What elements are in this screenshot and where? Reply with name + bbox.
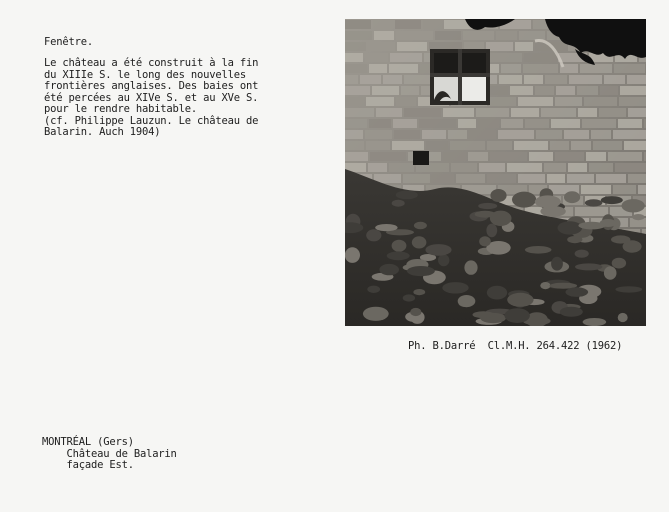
ashlar-block [432, 174, 454, 183]
ashlar-block [547, 174, 565, 183]
ashlar-block [366, 141, 390, 150]
ashlar-block [365, 130, 392, 139]
rubble-stone [392, 200, 405, 207]
ashlar-block [393, 119, 417, 128]
rubble-stone [425, 244, 451, 256]
small-wall-opening [413, 151, 429, 165]
ashlar-block [596, 174, 626, 183]
rubble-stone [464, 260, 477, 274]
ashlar-block [524, 53, 556, 62]
ashlar-block [507, 163, 542, 172]
ashlar-block [394, 130, 420, 139]
rubble-stone [379, 264, 399, 275]
ashlar-block [525, 119, 549, 128]
ashlar-block [545, 75, 567, 84]
ashlar-block [404, 75, 432, 84]
rubble-stone [622, 199, 645, 212]
rubble-stone [578, 222, 605, 230]
rubble-stone [525, 246, 552, 254]
rubble-stone [604, 266, 617, 280]
ashlar-block [426, 141, 448, 150]
rubble-stone [615, 286, 642, 292]
ashlar-block [366, 97, 394, 106]
ashlar-block [541, 108, 576, 117]
ashlar-block [435, 31, 461, 40]
ashlar-block [423, 20, 442, 29]
ashlar-block [489, 97, 516, 106]
ashlar-block [490, 152, 527, 161]
rubble-stone [367, 286, 380, 293]
ashlar-block [383, 75, 402, 84]
ashlar-block [456, 174, 485, 183]
ashlar-block [403, 174, 430, 183]
ashlar-block [469, 130, 496, 139]
ashlar-block [514, 141, 548, 150]
ashlar-block [369, 119, 391, 128]
ashlar-block [496, 31, 517, 40]
ashlar-block [345, 86, 370, 95]
ashlar-block [368, 42, 395, 51]
rubble-stone [458, 295, 476, 307]
ashlar-block [564, 130, 589, 139]
rubble-stone [575, 250, 589, 258]
ashlar-block [368, 163, 387, 172]
ashlar-block [556, 86, 575, 95]
rubble-stone [612, 258, 626, 269]
card-description: Le château a été construit à la fin du XIIIe S. le long des nouvelles frontières anglaises. Des baies ont été percées au XIVe S. et au XVe S. pour le rendre habitable. (cf. Philippe Lauzun. Le château de Balarin. Auch 1904) [44, 57, 259, 138]
rubble-stone [407, 266, 435, 276]
ashlar-block [618, 119, 642, 128]
ashlar-block [345, 130, 363, 139]
ashlar-block [468, 152, 488, 161]
rubble-stone [560, 307, 583, 317]
ashlar-block [345, 53, 363, 62]
rubble-stone [396, 191, 418, 200]
ashlar-block [499, 75, 522, 84]
ashlar-block [584, 97, 617, 106]
rubble-stone [540, 282, 550, 289]
rubble-stone [387, 251, 410, 260]
location-caption: MONTRÉAL (Gers) Château de Balarin façade Est. [42, 436, 177, 471]
ashlar-block [450, 141, 485, 150]
ashlar-block [519, 31, 545, 40]
ashlar-block [345, 20, 371, 29]
ashlar-block [568, 163, 587, 172]
ashlar-block [551, 119, 580, 128]
ashlar-block [619, 97, 646, 106]
ashlar-block [443, 152, 466, 161]
ashlar-block [395, 20, 421, 29]
ashlar-block [448, 130, 467, 139]
ashlar-block [624, 141, 646, 150]
ashlar-block [550, 141, 569, 150]
rubble-stone [345, 247, 360, 263]
rubble-stone [392, 240, 407, 252]
ashlar-block [458, 119, 476, 128]
rubble-stone [512, 192, 536, 208]
ashlar-block [451, 163, 477, 172]
ashlar-block [593, 141, 622, 150]
ashlar-block [396, 97, 416, 106]
ashlar-block [544, 163, 566, 172]
rubble-stone [611, 235, 630, 243]
ashlar-block [523, 64, 558, 73]
rubble-stone [564, 191, 580, 203]
ashlar-block [404, 108, 441, 117]
ashlar-block [369, 64, 387, 73]
rubble-stone [375, 224, 397, 231]
ashlar-block [365, 53, 388, 62]
rubble-stone [366, 229, 381, 241]
ashlar-block [360, 75, 381, 84]
ashlar-block [487, 174, 516, 183]
ashlar-block [392, 141, 424, 150]
ashlar-block [345, 64, 367, 73]
ashlar-block [518, 97, 553, 106]
rubble-stone [601, 196, 623, 204]
ashlar-block [390, 53, 422, 62]
ashlar-block [396, 31, 433, 40]
rubble-stone [618, 313, 628, 322]
rubble-stone [410, 308, 421, 316]
ashlar-block [555, 152, 584, 161]
ashlar-block [476, 108, 509, 117]
rubble-stone [473, 311, 495, 318]
ashlar-block [422, 130, 446, 139]
ashlar-block [581, 185, 611, 194]
ashlar-block [529, 152, 553, 161]
ashlar-block [524, 75, 543, 84]
ashlar-block [401, 86, 419, 95]
ashlar-block [586, 152, 606, 161]
ashlar-block [419, 119, 456, 128]
ashlar-block [578, 108, 597, 117]
ashlar-block [614, 64, 645, 73]
ashlar-block [591, 130, 611, 139]
ashlar-block [600, 86, 618, 95]
ashlar-block [620, 86, 646, 95]
ashlar-block [589, 163, 613, 172]
rubble-stone [487, 286, 507, 300]
ashlar-block [535, 86, 554, 95]
ashlar-block [518, 174, 545, 183]
ashlar-block [638, 185, 646, 194]
ashlar-block [376, 108, 402, 117]
ashlar-block [479, 163, 505, 172]
rubble-stone [475, 211, 496, 218]
rubble-stone [479, 236, 491, 246]
ashlar-block [345, 75, 358, 84]
window-icon [430, 49, 490, 105]
ashlar-block [628, 108, 646, 117]
ashlar-block [608, 152, 642, 161]
ashlar-block [615, 163, 646, 172]
ashlar-block [501, 119, 523, 128]
ashlar-block [478, 119, 499, 128]
ashlar-block [345, 119, 367, 128]
ashlar-block [345, 141, 364, 150]
ashlar-block [372, 86, 399, 95]
rubble-stone [567, 236, 582, 243]
ashlar-block [374, 31, 394, 40]
ashlar-block [569, 75, 602, 84]
ashlar-block [582, 119, 616, 128]
rubble-stone [403, 294, 415, 301]
rubble-stone [438, 254, 449, 266]
ashlar-block [397, 42, 427, 51]
rubble-stone [413, 289, 425, 295]
ashlar-block [571, 141, 591, 150]
rubble-stone [583, 318, 607, 326]
photo-credit: Ph. B.Darré Cl.M.H. 264.422 (1962) [408, 340, 623, 352]
ashlar-block [515, 42, 533, 51]
ashlar-block [644, 152, 646, 161]
rubble-stone [632, 214, 644, 220]
ashlar-block [644, 119, 646, 128]
ashlar-block [389, 163, 414, 172]
ashlar-block [345, 31, 372, 40]
rubble-stone [490, 189, 506, 202]
ashlar-block [613, 185, 636, 194]
rubble-stone [585, 199, 603, 206]
ashlar-block [575, 207, 608, 216]
rubble-stone [551, 257, 563, 271]
rubble-stone [363, 307, 389, 321]
rubble-stone [442, 282, 468, 293]
ashlar-block [373, 20, 393, 29]
ashlar-block [604, 75, 625, 84]
ashlar-block [599, 108, 626, 117]
rubble-stone [575, 263, 602, 270]
ashlar-block [627, 75, 646, 84]
ashlar-block [555, 97, 582, 106]
rubble-stone [558, 221, 583, 234]
rubble-stone [507, 293, 533, 307]
archival-photograph [345, 19, 646, 326]
rubble-stone [505, 308, 530, 323]
ashlar-block [510, 86, 533, 95]
ashlar-block [613, 130, 646, 139]
ashlar-block [577, 86, 598, 95]
ashlar-block [345, 108, 374, 117]
rubble-stone [414, 222, 427, 229]
ashlar-block [370, 152, 406, 161]
ashlar-block [345, 42, 366, 51]
rubble-stone [478, 203, 497, 209]
ashlar-block [511, 108, 539, 117]
rubble-stone [535, 195, 561, 208]
ashlar-block [443, 108, 474, 117]
ashlar-block [628, 174, 646, 183]
ashlar-block [345, 97, 364, 106]
ashlar-block [536, 130, 562, 139]
ashlar-block [389, 64, 418, 73]
ashlar-block [498, 130, 534, 139]
rubble-stone [566, 287, 589, 297]
rubble-stone [412, 236, 427, 248]
ashlar-block [345, 152, 368, 161]
ashlar-block [486, 42, 513, 51]
ashlar-block [463, 31, 494, 40]
ashlar-block [567, 174, 594, 183]
rubble-stone [486, 224, 497, 238]
ashlar-block [487, 141, 512, 150]
card-heading: Fenêtre. [44, 36, 93, 48]
ashlar-block [486, 53, 522, 62]
ashlar-block [501, 64, 521, 73]
ashlar-block [580, 64, 612, 73]
